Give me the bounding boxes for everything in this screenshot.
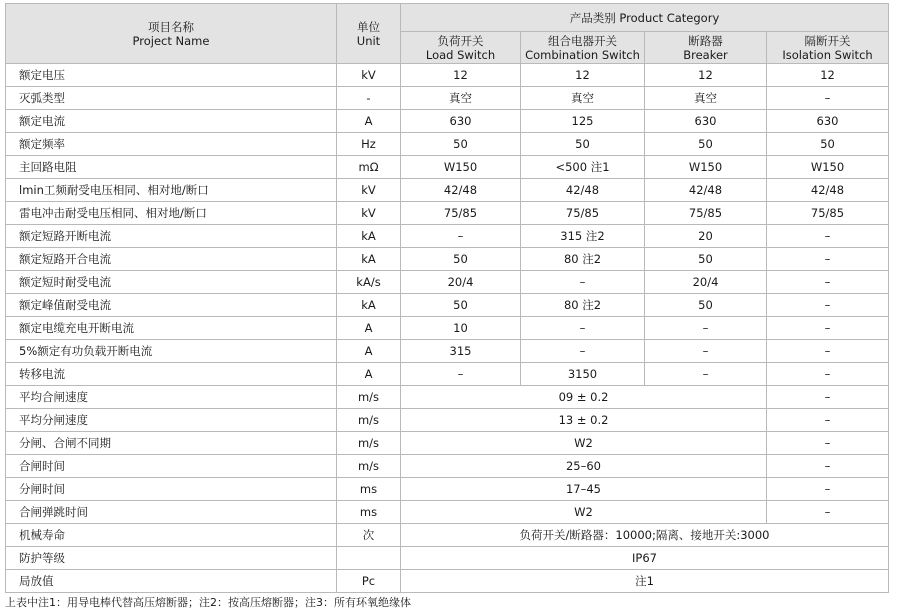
table-row	[6, 363, 889, 386]
row-value-combination-switch: 315 注2	[521, 225, 645, 248]
row-value-isolation-switch: 50	[767, 133, 889, 156]
header-item-zh: 项目名称	[148, 19, 194, 34]
table-row	[6, 133, 889, 156]
row-unit: A	[337, 340, 401, 363]
row-value-isolation-switch: 75/85	[767, 202, 889, 225]
row-name: 额定短路开合电流	[6, 248, 337, 271]
row-value-combination-switch: 12	[521, 64, 645, 87]
row-unit: kA/s	[337, 271, 401, 294]
header-col-zh: 隔断开关	[804, 33, 851, 48]
row-value-isolation-switch: –	[767, 432, 889, 455]
row-unit: m/s	[337, 386, 401, 409]
row-value-isolation-switch: –	[767, 225, 889, 248]
row-value-breaker: 50	[645, 248, 767, 271]
row-value-load-switch: 20/4	[401, 271, 521, 294]
row-value-merged: 09 ± 0.2	[401, 386, 767, 409]
row-unit: A	[337, 110, 401, 133]
row-unit: kV	[337, 64, 401, 87]
row-unit: m/s	[337, 409, 401, 432]
row-value-merged-all: 注1	[401, 570, 889, 593]
row-unit: A	[337, 363, 401, 386]
row-name: 额定电缆充电开断电流	[6, 317, 337, 340]
row-name: 额定频率	[6, 133, 337, 156]
table-row	[6, 386, 889, 409]
row-unit: m/s	[337, 432, 401, 455]
row-value-merged-all: 负荷开关/断路器：10000;隔离、接地开关:3000	[401, 524, 889, 547]
product-spec-table	[5, 3, 889, 593]
row-unit: Hz	[337, 133, 401, 156]
row-unit: Pc	[337, 570, 401, 593]
row-name: 额定电流	[6, 110, 337, 133]
table-row	[6, 455, 889, 478]
row-value-load-switch: 315	[401, 340, 521, 363]
header-col-en: Isolation Switch	[782, 47, 873, 62]
row-value-breaker: 42/48	[645, 179, 767, 202]
row-value-combination-switch: 42/48	[521, 179, 645, 202]
row-value-combination-switch: 75/85	[521, 202, 645, 225]
row-value-isolation-switch: –	[767, 455, 889, 478]
header-col-load-switch	[401, 32, 521, 64]
header-col-breaker	[645, 32, 767, 64]
header-col-isolation-switch	[767, 32, 889, 64]
table-row	[6, 156, 889, 179]
row-name: 平均分闸速度	[6, 409, 337, 432]
row-value-combination-switch: –	[521, 340, 645, 363]
row-name: 平均合闸速度	[6, 386, 337, 409]
table-row	[6, 524, 889, 547]
table-row	[6, 340, 889, 363]
row-unit: -	[337, 87, 401, 110]
row-unit	[337, 547, 401, 570]
row-unit: kA	[337, 294, 401, 317]
row-value-isolation-switch: –	[767, 501, 889, 524]
row-value-breaker: W150	[645, 156, 767, 179]
row-unit: ms	[337, 478, 401, 501]
row-value-breaker: 12	[645, 64, 767, 87]
table-row	[6, 570, 889, 593]
row-value-breaker: –	[645, 363, 767, 386]
table-body	[6, 64, 889, 593]
row-value-combination-switch: 真空	[521, 87, 645, 110]
row-unit: kV	[337, 202, 401, 225]
table-row	[6, 271, 889, 294]
row-name: 额定电压	[6, 64, 337, 87]
row-name: 分闸时间	[6, 478, 337, 501]
table-row	[6, 409, 889, 432]
row-value-isolation-switch: –	[767, 363, 889, 386]
row-value-isolation-switch: 630	[767, 110, 889, 133]
row-value-merged: W2	[401, 501, 767, 524]
row-value-load-switch: 50	[401, 248, 521, 271]
row-name: 合闸弹跳时间	[6, 501, 337, 524]
row-name: 额定短时耐受电流	[6, 271, 337, 294]
row-value-isolation-switch: –	[767, 409, 889, 432]
row-value-load-switch: 50	[401, 294, 521, 317]
row-value-load-switch: 75/85	[401, 202, 521, 225]
row-value-isolation-switch: –	[767, 271, 889, 294]
row-name: 局放值	[6, 570, 337, 593]
header-col-en: Breaker	[683, 47, 728, 62]
row-name: 额定峰值耐受电流	[6, 294, 337, 317]
table-row	[6, 87, 889, 110]
row-value-merged: 25–60	[401, 455, 767, 478]
row-unit: ms	[337, 501, 401, 524]
row-value-breaker: 20/4	[645, 271, 767, 294]
table-row	[6, 547, 889, 570]
table-row	[6, 202, 889, 225]
row-value-combination-switch: 3150	[521, 363, 645, 386]
row-value-load-switch: 10	[401, 317, 521, 340]
row-value-combination-switch: 50	[521, 133, 645, 156]
row-value-merged: W2	[401, 432, 767, 455]
row-unit: kA	[337, 248, 401, 271]
row-value-isolation-switch: –	[767, 478, 889, 501]
row-value-combination-switch: –	[521, 317, 645, 340]
header-col-combination-switch	[521, 32, 645, 64]
header-col-zh: 负荷开关	[437, 33, 484, 48]
row-unit: mΩ	[337, 156, 401, 179]
table-row	[6, 179, 889, 202]
table-header	[6, 4, 889, 64]
row-value-isolation-switch: –	[767, 317, 889, 340]
header-unit-zh: 单位	[357, 19, 380, 34]
header-product-category: 产品类别 Product Category	[401, 4, 889, 32]
row-unit: kA	[337, 225, 401, 248]
row-value-isolation-switch: 42/48	[767, 179, 889, 202]
row-value-combination-switch: 80 注2	[521, 294, 645, 317]
row-unit: A	[337, 317, 401, 340]
table-row	[6, 294, 889, 317]
row-value-combination-switch: <500 注1	[521, 156, 645, 179]
row-value-isolation-switch: 12	[767, 64, 889, 87]
row-value-merged: 17–45	[401, 478, 767, 501]
row-name: 转移电流	[6, 363, 337, 386]
row-value-load-switch: 50	[401, 133, 521, 156]
table-row	[6, 317, 889, 340]
header-unit-en: Unit	[356, 33, 381, 48]
header-col-zh: 组合电器开关	[548, 33, 617, 48]
row-value-isolation-switch: –	[767, 248, 889, 271]
row-unit: kV	[337, 179, 401, 202]
header-col-zh: 断路器	[688, 33, 723, 48]
row-value-load-switch: –	[401, 225, 521, 248]
header-unit	[337, 4, 401, 64]
row-value-isolation-switch: –	[767, 340, 889, 363]
row-value-combination-switch: 80 注2	[521, 248, 645, 271]
row-value-load-switch: 42/48	[401, 179, 521, 202]
row-value-breaker: –	[645, 340, 767, 363]
spec-table-container	[5, 3, 888, 593]
row-value-isolation-switch: –	[767, 294, 889, 317]
row-value-merged-all: IP67	[401, 547, 889, 570]
row-value-isolation-switch: W150	[767, 156, 889, 179]
row-name: lmin工频耐受电压相同、相对地/断口	[6, 179, 337, 202]
row-name: 合闸时间	[6, 455, 337, 478]
row-value-isolation-switch: –	[767, 386, 889, 409]
row-unit: m/s	[337, 455, 401, 478]
row-value-breaker: 20	[645, 225, 767, 248]
row-value-load-switch: 630	[401, 110, 521, 133]
row-name: 灭弧类型	[6, 87, 337, 110]
table-row	[6, 501, 889, 524]
row-name: 机械寿命	[6, 524, 337, 547]
table-row	[6, 432, 889, 455]
table-row	[6, 478, 889, 501]
row-value-breaker: 真空	[645, 87, 767, 110]
row-unit: 次	[337, 524, 401, 547]
row-value-combination-switch: –	[521, 271, 645, 294]
row-name: 额定短路开断电流	[6, 225, 337, 248]
row-value-breaker: 630	[645, 110, 767, 133]
table-row	[6, 110, 889, 133]
row-value-isolation-switch: –	[767, 87, 889, 110]
table-row	[6, 64, 889, 87]
header-col-en: Combination Switch	[525, 47, 640, 62]
row-value-breaker: 50	[645, 294, 767, 317]
row-value-load-switch: W150	[401, 156, 521, 179]
row-name: 分闸、合闸不同期	[6, 432, 337, 455]
row-value-load-switch: 12	[401, 64, 521, 87]
row-value-breaker: 75/85	[645, 202, 767, 225]
header-item-en: Project Name	[132, 33, 210, 48]
row-value-combination-switch: 125	[521, 110, 645, 133]
row-name: 雷电冲击耐受电压相同、相对地/断口	[6, 202, 337, 225]
row-name: 主回路电阻	[6, 156, 337, 179]
row-value-load-switch: –	[401, 363, 521, 386]
row-value-breaker: –	[645, 317, 767, 340]
footnote: 上表中注1：用导电棒代替高压熔断器；注2：按高压熔断器；注3：所有环氧绝缘体	[5, 596, 411, 609]
table-row	[6, 248, 889, 271]
row-value-merged: 13 ± 0.2	[401, 409, 767, 432]
row-name: 防护等级	[6, 547, 337, 570]
table-row	[6, 225, 889, 248]
header-col-en: Load Switch	[425, 47, 496, 62]
row-value-breaker: 50	[645, 133, 767, 156]
header-item-name	[6, 4, 337, 64]
row-value-load-switch: 真空	[401, 87, 521, 110]
row-name: 5%额定有功负载开断电流	[6, 340, 337, 363]
